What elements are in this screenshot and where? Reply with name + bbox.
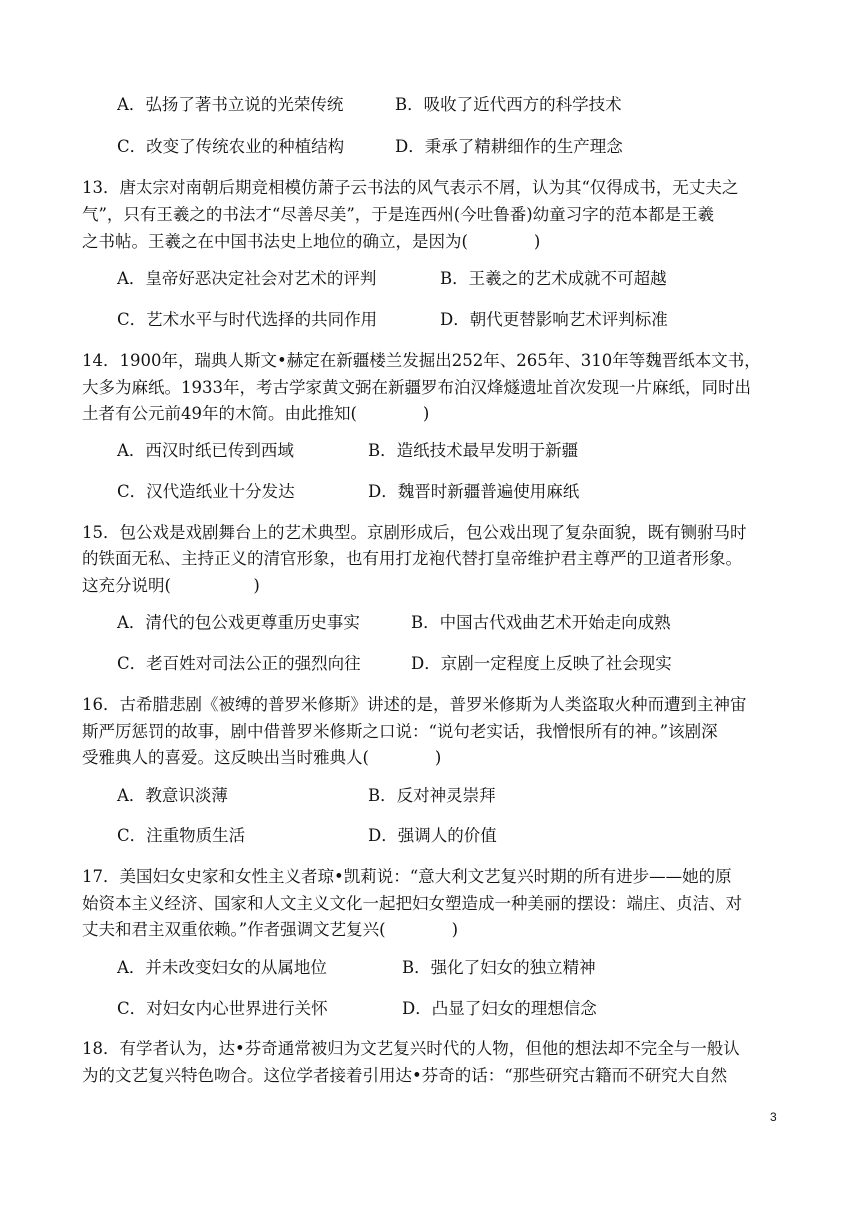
q15-stem-line-2: 的铁面无私、主持正义的清官形象，也有用打龙袍代替打皇帝维护君主尊严的卫道者形象。: [82, 549, 742, 568]
q13-option-b: B．王羲之的艺术成就不可超越: [440, 269, 667, 288]
q12-option-d: D．秉承了精耕细作的生产理念: [395, 137, 623, 156]
q13-stem-line-2: 气”，只有王羲之的书法才“尽善尽美”，于是连西州(今吐鲁番)幼童习字的范本都是王羲: [82, 205, 715, 224]
q17-stem-line-1: 17．美国妇女史家和女性主义者琼•凯莉说：“意大利文艺复兴时期的所有进步——她的原: [82, 867, 732, 886]
q15-stem-line-3: 这充分说明( ): [82, 576, 260, 595]
q13-option-c: C．艺术水平与时代选择的共同作用: [117, 310, 378, 329]
q15-option-a: A．清代的包公戏更尊重历史事实: [117, 613, 360, 632]
q13-option-d: D．朝代更替影响艺术评判标准: [440, 310, 668, 329]
q15-option-b: B．中国古代戏曲艺术开始走向成熟: [411, 613, 671, 632]
q16-option-b: B．反对神灵崇拜: [368, 786, 496, 805]
q12-option-b: B．吸收了近代西方的科学技术: [395, 95, 622, 114]
q17-stem-line-2: 始资本主义经济、国家和人文主义文化一起把妇女塑造成一种美丽的摆设：端庄、贞洁、对: [82, 894, 742, 913]
q16-option-c: C．注重物质生活: [117, 826, 246, 845]
q14-stem-line-3: 土者有公元前49年的木简。由此推知( ): [82, 404, 430, 423]
q16-option-a: A．教意识淡薄: [117, 786, 228, 805]
q16-stem-line-2: 斯严厉惩罚的故事，剧中借普罗米修斯之口说：“说句老实话，我憎恨所有的神。”该剧深: [82, 722, 718, 741]
q17-option-c: C．对妇女内心世界进行关怀: [117, 999, 328, 1018]
q13-stem-line-3: 之书帖。王羲之在中国书法史上地位的确立，是因为( ): [82, 232, 541, 251]
q16-stem-line-3: 受雅典人的喜爱。这反映出当时雅典人( ): [82, 748, 442, 767]
q14-stem-line-2: 大多为麻纸。1933年，考古学家黄文弼在新疆罗布泊汉烽燧遗址首次发现一片麻纸，同时出: [82, 378, 751, 397]
q12-option-a: A．弘扬了著书立说的光荣传统: [117, 95, 344, 114]
q17-option-a: A．并未改变妇女的从属地位: [117, 958, 327, 977]
page-number: 3: [770, 1110, 777, 1124]
q16-option-d: D．强调人的价值: [368, 826, 497, 845]
q18-stem-line-1: 18．有学者认为，达•芬奇通常被归为文艺复兴时代的人物，但他的想法却不完全与一般认: [82, 1039, 740, 1058]
q14-option-d: D．魏晋时新疆普遍使用麻纸: [368, 482, 580, 501]
q18-stem-line-2: 为的文艺复兴特色吻合。这位学者接着引用达•芬奇的话：“那些研究古籍而不研究大自然: [82, 1066, 728, 1085]
q14-option-c: C．汉代造纸业十分发达: [117, 482, 295, 501]
q13-stem-line-1: 13．唐太宗对南朝后期竞相模仿萧子云书法的风气表示不屑，认为其“仅得成书，无丈夫之: [82, 178, 739, 197]
q14-option-b: B．造纸技术最早发明于新疆: [368, 441, 579, 460]
q14-stem-line-1: 14．1900年，瑞典人斯文•赫定在新疆楼兰发掘出252年、265年、310年等魏晋纸本文书，: [82, 351, 761, 370]
q13-option-a: A．皇帝好恶决定社会对艺术的评判: [117, 269, 377, 288]
q17-stem-line-3: 丈夫和君主双重依赖。”作者强调文艺复兴( ): [82, 920, 459, 939]
q12-option-c: C．改变了传统农业的种植结构: [117, 137, 345, 156]
q15-option-d: D．京剧一定程度上反映了社会现实: [411, 654, 672, 673]
q17-option-b: B．强化了妇女的独立精神: [402, 958, 596, 977]
q15-option-c: C．老百姓对司法公正的强烈向往: [117, 654, 361, 673]
q16-stem-line-1: 16．古希腊悲剧《被缚的普罗米修斯》讲述的是，普罗米修斯为人类盗取火种而遭到主神宙: [82, 695, 747, 714]
q17-option-d: D．凸显了妇女的理想信念: [402, 999, 597, 1018]
q14-option-a: A．西汉时纸已传到西域: [117, 441, 294, 460]
q15-stem-line-1: 15．包公戏是戏剧舞台上的艺术典型。京剧形成后，包公戏出现了复杂面貌，既有铡驸马时: [82, 523, 747, 542]
